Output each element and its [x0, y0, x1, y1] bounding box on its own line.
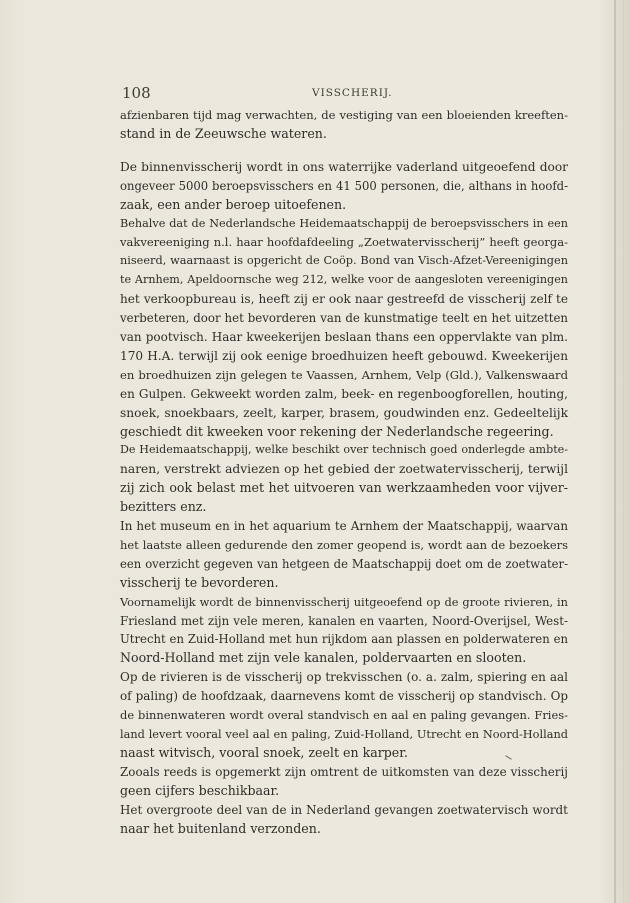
text-line: De Heidemaatschappij, welke beschikt over technisch goed onderlegde ambte-	[120, 443, 568, 457]
text-line: Op de rivieren is de visscherij op trekvisschen (o. a. zalm, spiering en aal	[120, 670, 568, 685]
paragraph	[120, 106, 568, 144]
text-line: en Gulpen. Gekweekt worden zalm, beek- en regenboogforellen, houting,	[120, 386, 568, 401]
text-line: of paling) de hoofdzaak, daarnevens komt de visscherij op standvisch. Op	[120, 689, 568, 704]
text-line: In het museum en in het aquarium te Arnhem der Maatschappij, waarvan	[120, 519, 568, 534]
body-text	[120, 106, 568, 838]
text-line: geschiedt dit kweeken voor rekening der Nederlandsche regeering.	[120, 423, 554, 439]
paragraph	[120, 215, 568, 442]
text-line: zij zich ook belast met het uitvoeren van werkzaamheden voor vijver-	[120, 480, 568, 496]
text-line: zaak, een ander beroep uitoefenen.	[120, 196, 347, 212]
text-line: Noord-Holland met zijn vele kanalen, poldervaarten en slooten.	[120, 650, 527, 666]
text-line: 170 H.A. terwijl zij ook eenige broedhuizen heeft gebouwd. Kweekerijen	[120, 348, 568, 363]
text-line: ongeveer 5000 beroepsvisschers en 41 500 personen, die, althans in hoofd-	[120, 178, 568, 193]
paragraph	[120, 763, 568, 801]
text-line: bezitters enz.	[120, 499, 207, 515]
paragraph	[120, 158, 568, 215]
text-line: Zooals reeds is opgemerkt zijn omtrent de uitkomsten van deze visscherij	[120, 764, 568, 779]
paragraph	[120, 517, 568, 593]
text-line: naren, verstrekt adviezen op het gebied der zoetwatervisscherij, terwijl	[120, 462, 568, 477]
text-line: Voornamelijk wordt de binnenvisscherij uitgeoefend op de groote rivieren, in	[120, 594, 568, 609]
page-edge-outer	[623, 0, 624, 903]
text-line: naast witvisch, vooral snoek, zeelt en karper.	[120, 744, 408, 760]
text-line: Behalve dat de Nederlandsche Heidemaatschappij de beroepsvisschers in een	[120, 216, 568, 230]
text-line: visscherij te bevorderen.	[120, 574, 279, 590]
text-line: verbeteren, door het bevorderen van de kunstmatige teelt en het uitzetten	[120, 311, 568, 326]
text-line: het verkoopbureau is, heeft zij er ook naar gestreefd de visscherij zelf te	[120, 292, 568, 307]
text-line: het laatste alleen gedurende den zomer geopend is, wordt aan de bezoekers	[120, 537, 568, 552]
text-line: stand in de Zeeuwsche wateren.	[120, 125, 327, 141]
page-header	[122, 84, 562, 104]
page-edge	[614, 0, 616, 903]
text-line: geen cijfers beschikbaar.	[120, 782, 280, 798]
paragraph	[120, 593, 568, 669]
text-line: naar het buitenland verzonden.	[120, 820, 321, 836]
text-line: niseerd, waarnaast is opgericht de Coöp. Bond van Visch-Afzet-Vereenigingen	[120, 254, 568, 268]
page-number: 108	[122, 84, 151, 102]
text-line: een overzicht gegeven van hetgeen de Maatschappij doet om de zoetwater-	[120, 556, 568, 571]
text-line: Friesland met zijn vele meren, kanalen en vaarten, Noord-Overijsel, West-	[120, 613, 568, 628]
paragraph	[120, 668, 568, 763]
text-line: te Arnhem, Apeldoornsche weg 212, welke voor de aangesloten vereenigingen	[120, 273, 568, 287]
text-line: en broedhuizen zijn gelegen te Vaassen, Arnhem, Velp (Gld.), Valkenswaard	[120, 367, 568, 382]
paragraph	[120, 801, 568, 839]
text-line: afzienbaren tijd mag verwachten, de vestiging van een bloeienden kreeften-	[120, 108, 568, 122]
running-head: VISSCHERIJ.	[312, 87, 393, 99]
text-line: de binnenwateren wordt overal standvisch en aal en paling gevangen. Fries-	[120, 708, 568, 723]
text-line: land levert vooral veel aal en paling, Zuid-Holland, Utrecht en Noord-Holland	[120, 727, 568, 741]
text-line: Het overgroote deel van de in Nederland gevangen zoetwatervisch wordt	[120, 802, 568, 817]
text-line: van pootvisch. Haar kweekerijen beslaan thans een oppervlakte van plm.	[120, 329, 568, 344]
text-line: Utrecht en Zuid-Holland met hun rijkdom aan plassen en polderwateren en	[120, 632, 568, 647]
text-line: snoek, snoekbaars, zeelt, karper, brasem, goudwinden enz. Gedeeltelijk	[120, 405, 568, 420]
text-line: De binnenvisscherij wordt in ons waterrijke vaderland uitgeoefend door	[120, 159, 568, 174]
paragraph	[120, 441, 568, 517]
text-line: vakvereeniging n.l. haar hoofdafdeeling „Zoetwatervisscherij” heeft georga-	[120, 235, 568, 250]
